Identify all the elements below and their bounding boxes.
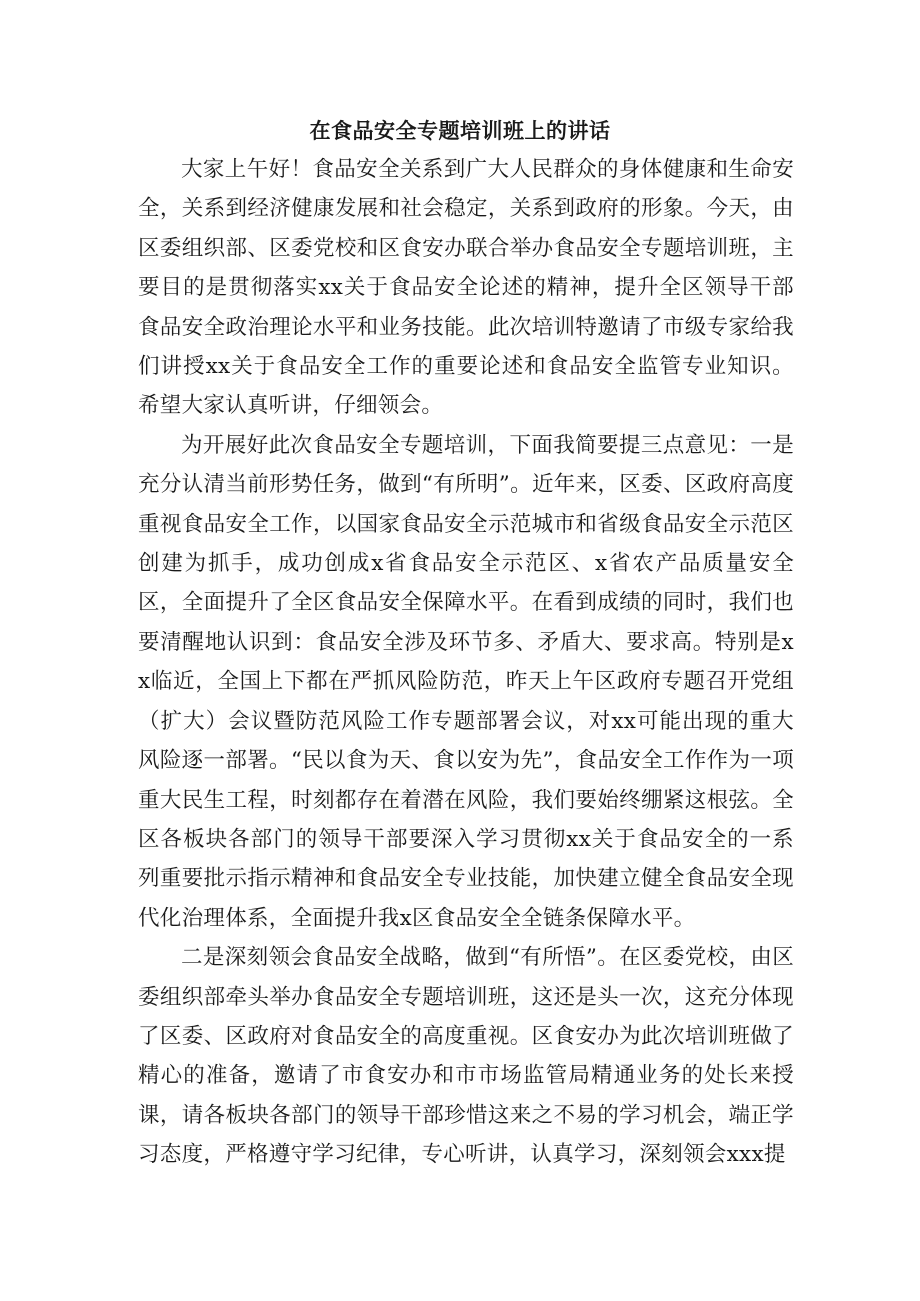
document-title: 在食品安全专题培训班上的讲话 [309, 118, 611, 143]
paragraph-point-one: 为开展好此次食品安全专题培训，下面我简要提三点意见：一是充分认清当前形势任务，做到“有所明”。近年来，区委、区政府高度重视食品安全工作，以国家食品安全示范城市和省级食品安全示范区创建为抓手，成功创成x省食品安全示范区、x省农产品质量安全区，全面提升了全区食品安全保障水平。在看到成绩的同时，我们也要清醒地认识到：食品安全涉及环节多、矛盾大、要求高。特别是xx临近，全国上下都在严抓风险防范，昨天上午区政府专题召开党组（扩大）会议暨防范风险工作专题部署会议，对xx可能出现的重大风险逐一部署。“民以食为天、食以安为先”，食品安全工作作为一项重大民生工程，时刻都存在着潜在风险，我们要始终绷紧这根弦。全区各板块各部门的领导干部要深入学习贯彻xx关于食品安全的一系列重要批示指示精神和食品安全专业技能，加快建立健全食品安全现代化治理体系，全面提升我x区食品安全全链条保障水平。 [138, 432, 794, 931]
paragraph-point-two: 二是深刻领会食品安全战略，做到“有所悟”。在区委党校，由区委组织部牵头举办食品安全专题培训班，这还是头一次，这充分体现了区委、区政府对食品安全的高度重视。区食安办为此次培训班做了精心的准备，邀请了市食安办和市市场监管局精通业务的处长来授课，请各板块各部门的领导干部珍惜这来之不易的学习机会，端正学习态度，严格遵守学习纪律，专心听讲，认真学习，深刻领会xxx提 [138, 945, 794, 1168]
document-body [138, 150, 794, 1175]
paragraph-greeting: 大家上午好！食品安全关系到广大人民群众的身体健康和生命安全，关系到经济健康发展和社会稳定，关系到政府的形象。今天，由区委组织部、区委党校和区食安办联合举办食品安全专题培训班，主要目的是贯彻落实xx关于食品安全论述的精神，提升全区领导干部食品安全政治理论水平和业务技能。此次培训特邀请了市级专家给我们讲授xx关于食品安全工作的重要论述和食品安全监管专业知识。希望大家认真听讲，仔细领会。 [138, 157, 794, 419]
